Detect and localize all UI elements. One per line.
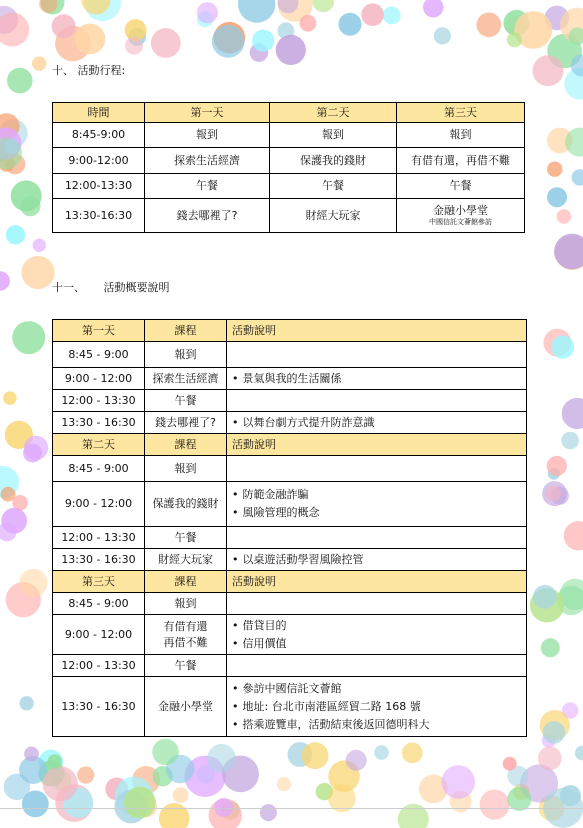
overview-time-cell: 12:00 - 13:30	[53, 390, 145, 412]
overview-time-cell: 9:00 - 12:00	[53, 368, 145, 390]
schedule-cell-text: 報到	[196, 128, 218, 141]
overview-course-cell	[145, 527, 227, 549]
overview-row	[53, 390, 527, 412]
overview-time-cell: 13:30 - 16:30	[53, 549, 145, 571]
schedule-cell-text: 財經大玩家	[305, 208, 361, 222]
schedule-cell-d3	[397, 174, 525, 199]
overview-desc-cell	[227, 593, 527, 615]
overview-time-cell: 13:30 - 16:30	[53, 412, 145, 434]
overview-desc-bullet: • 信用價值	[232, 635, 523, 653]
overview-header-cell: 課程	[145, 320, 227, 342]
overview-time-cell: 12:00 - 13:30	[53, 527, 145, 549]
schedule-header-cell: 時間	[53, 103, 145, 123]
schedule-header-cell: 第二天	[270, 103, 397, 123]
schedule-table	[52, 102, 525, 233]
schedule-cell-text: 錢去哪裡了?	[176, 208, 238, 222]
overview-course-text: 報到	[174, 596, 197, 610]
section-11-number: 十一、	[52, 281, 85, 294]
overview-course-text: 午餐	[174, 530, 197, 544]
schedule-cell-time	[53, 148, 145, 174]
schedule-cell-d3	[397, 123, 525, 148]
overview-desc-cell	[227, 549, 527, 571]
schedule-row	[53, 123, 525, 148]
overview-row	[53, 677, 527, 737]
page-bottom-divider	[0, 808, 583, 809]
overview-desc-cell	[227, 368, 527, 390]
schedule-cell-d2	[270, 123, 397, 148]
schedule-cell-d2	[270, 174, 397, 199]
schedule-cell-text: 13:30-16:30	[64, 208, 133, 222]
schedule-cell-d1	[145, 148, 270, 174]
schedule-cell-text: 午餐	[322, 179, 344, 192]
overview-desc-cell	[227, 456, 527, 482]
overview-desc-bullet: • 風險管理的概念	[232, 504, 523, 522]
overview-desc-bullet: • 景氣與我的生活關係	[232, 370, 523, 388]
schedule-cell-d2	[270, 148, 397, 174]
overview-row	[53, 342, 527, 368]
overview-desc-cell	[227, 482, 527, 527]
section-10-title: 活動行程:	[77, 64, 126, 77]
overview-desc-cell	[227, 342, 527, 368]
schedule-cell-d1	[145, 199, 270, 233]
section-11-title: 活動概要說明	[103, 281, 170, 294]
overview-course-text: 午餐	[174, 393, 197, 407]
schedule-cell-time	[53, 174, 145, 199]
schedule-row	[53, 148, 525, 174]
schedule-cell-d3	[397, 199, 525, 233]
schedule-cell-d1	[145, 174, 270, 199]
overview-course-cell	[145, 412, 227, 434]
overview-header-cell: 第一天	[53, 320, 145, 342]
overview-header-cell: 課程	[145, 571, 227, 593]
schedule-cell-text: 保護我的錢財	[300, 153, 366, 167]
overview-time-cell: 8:45 - 9:00	[53, 456, 145, 482]
overview-row	[53, 549, 527, 571]
overview-desc-cell	[227, 390, 527, 412]
overview-row	[53, 412, 527, 434]
overview-desc-bullet: • 借貸目的	[232, 617, 523, 635]
overview-row	[53, 482, 527, 527]
schedule-cell-subtext: 中國信託文薈館參訪	[429, 218, 492, 226]
overview-course-cell	[145, 390, 227, 412]
schedule-cell-text: 9:00-12:00	[68, 153, 129, 167]
overview-row	[53, 615, 527, 655]
overview-course-text: 錢去哪裡了?	[155, 415, 216, 429]
overview-day-header-row	[53, 571, 527, 593]
overview-row	[53, 456, 527, 482]
overview-course-cell	[145, 615, 227, 655]
overview-row	[53, 593, 527, 615]
schedule-cell-time	[53, 199, 145, 233]
overview-time-cell: 12:00 - 13:30	[53, 655, 145, 677]
schedule-cell-text: 8:45-9:00	[71, 128, 126, 141]
overview-header-cell: 活動說明	[227, 571, 527, 593]
overview-course-text: 保護我的錢財	[152, 497, 219, 510]
overview-row	[53, 655, 527, 677]
overview-course-text: 財經大玩家	[158, 552, 213, 566]
schedule-header-row	[53, 103, 525, 123]
overview-course-cell	[145, 593, 227, 615]
section-10-heading	[52, 62, 125, 78]
schedule-cell-text: 午餐	[449, 179, 472, 192]
overview-desc-bullet: • 參訪中國信託文薈館	[232, 680, 523, 698]
overview-course-cell	[145, 342, 227, 368]
overview-header-cell: 課程	[145, 434, 227, 456]
overview-course-cell	[145, 677, 227, 737]
overview-header-cell: 第二天	[53, 434, 145, 456]
overview-course-text: 有借有還	[163, 619, 208, 633]
overview-desc-cell	[227, 527, 527, 549]
overview-desc-bullet: • 以舞台劇方式提升防詐意識	[232, 414, 523, 432]
schedule-row	[53, 174, 525, 199]
overview-header-cell: 活動說明	[227, 320, 527, 342]
schedule-cell-text: 午餐	[196, 179, 218, 192]
overview-desc-cell	[227, 412, 527, 434]
overview-course-text: 報到	[174, 461, 197, 475]
schedule-cell-time	[53, 123, 145, 148]
section-11-heading	[52, 279, 170, 295]
overview-course-text: 午餐	[174, 658, 197, 672]
overview-desc-bullet: • 搭乘遊覽車，活動結束後返回德明科大	[232, 716, 523, 734]
schedule-cell-text: 有借有還，再借不難	[411, 153, 510, 167]
schedule-header-cell: 第一天	[145, 103, 270, 123]
overview-desc-cell	[227, 615, 527, 655]
schedule-cell-text: 金融小學堂	[433, 204, 488, 217]
overview-day-header-row	[53, 320, 527, 342]
overview-row	[53, 527, 527, 549]
schedule-header-cell: 第三天	[397, 103, 525, 123]
overview-desc-cell	[227, 677, 527, 737]
overview-time-cell: 13:30 - 16:30	[53, 677, 145, 737]
schedule-cell-text: 12:00-13:30	[64, 179, 133, 192]
overview-course-text: 再借不難	[163, 635, 208, 649]
schedule-row	[53, 199, 525, 233]
overview-day-header-row	[53, 434, 527, 456]
overview-header-cell: 活動說明	[227, 434, 527, 456]
overview-time-cell: 9:00 - 12:00	[53, 482, 145, 527]
schedule-cell-text: 報到	[449, 128, 472, 141]
overview-table	[52, 319, 527, 737]
overview-time-cell: 9:00 - 12:00	[53, 615, 145, 655]
overview-course-cell	[145, 549, 227, 571]
overview-course-text: 探索生活經濟	[152, 371, 219, 385]
schedule-cell-d3	[397, 148, 525, 174]
overview-desc-bullet: • 以桌遊活動學習風險控管	[232, 551, 523, 569]
overview-desc-cell	[227, 655, 527, 677]
overview-desc-bullet: • 地址: 台北市南港區經貿二路 168 號	[232, 698, 523, 716]
overview-desc-bullet: • 防範金融詐騙	[232, 486, 523, 504]
overview-course-cell	[145, 368, 227, 390]
overview-course-cell	[145, 655, 227, 677]
overview-row	[53, 368, 527, 390]
schedule-cell-d2	[270, 199, 397, 233]
overview-header-cell: 第三天	[53, 571, 145, 593]
overview-course-cell	[145, 482, 227, 527]
schedule-cell-text: 探索生活經濟	[174, 153, 240, 167]
overview-course-text: 報到	[174, 347, 197, 361]
overview-course-text: 金融小學堂	[158, 699, 213, 713]
schedule-cell-text: 報到	[322, 128, 344, 141]
overview-time-cell: 8:45 - 9:00	[53, 593, 145, 615]
schedule-cell-d1	[145, 123, 270, 148]
section-10-number: 十、	[52, 64, 74, 77]
overview-time-cell: 8:45 - 9:00	[53, 342, 145, 368]
overview-course-cell	[145, 456, 227, 482]
